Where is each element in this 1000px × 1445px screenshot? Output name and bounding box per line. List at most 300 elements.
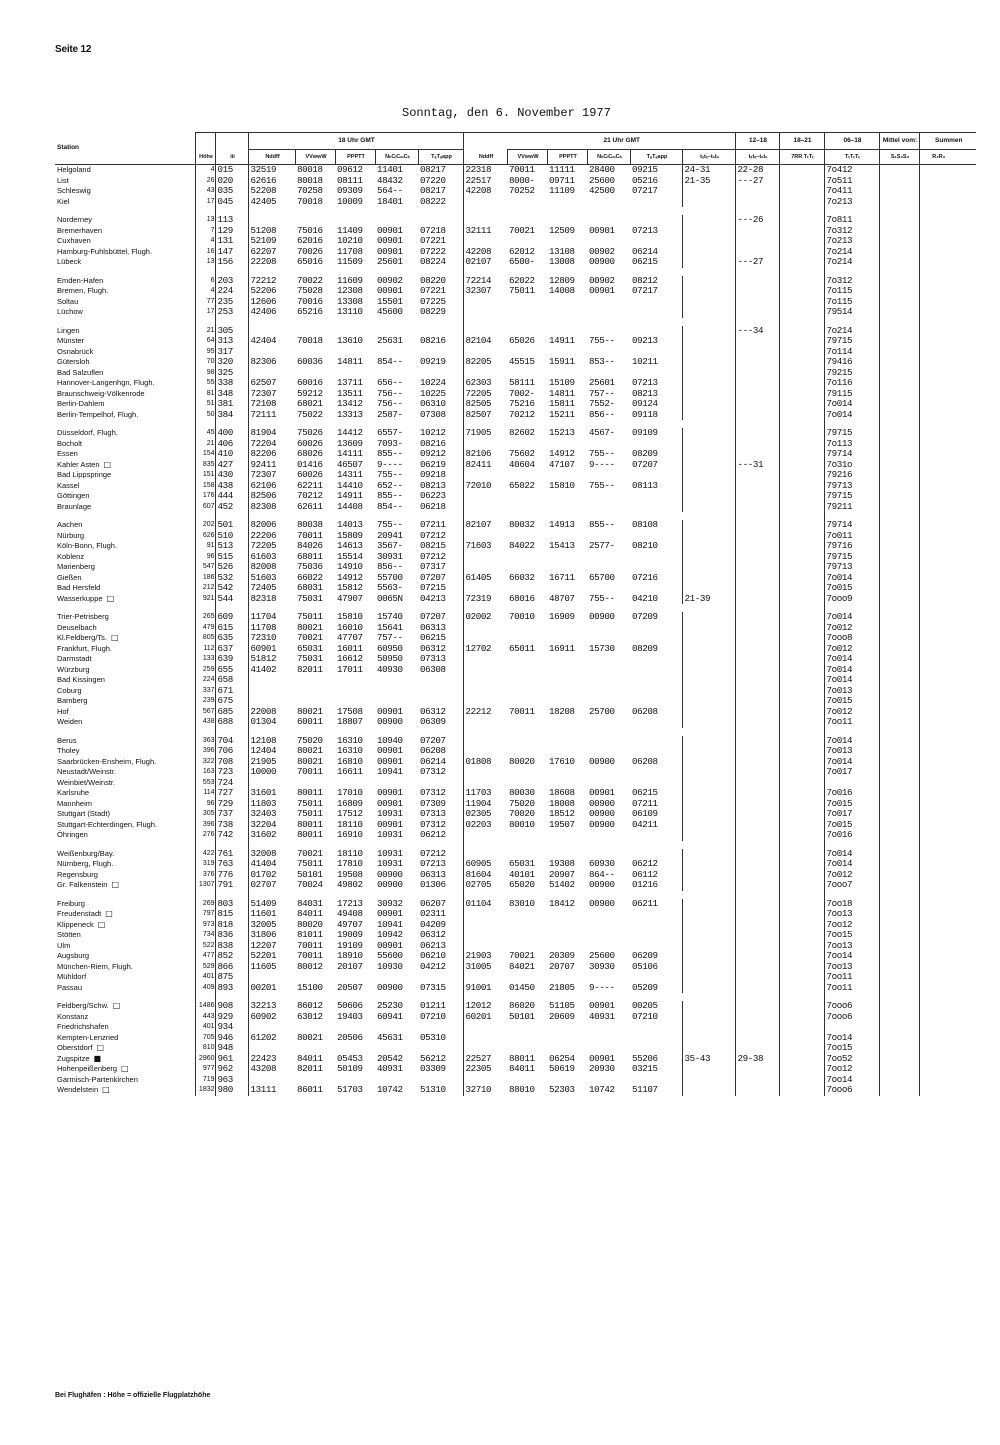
station-height: 719 [195,1075,215,1086]
station-label: Freudenstadt [57,909,102,918]
visibility-weather-18: 81011 [297,930,323,940]
wind-21: 42208 [465,186,492,196]
pressure-temp-18: 14311 [337,470,363,480]
sum-sss [879,541,919,552]
pressure-temp-21 [547,215,587,226]
dewpoint-18: 06208 [418,746,463,757]
station-index: 235 [215,297,248,308]
visibility-weather-21: 01450 [509,982,535,993]
temp-range-18-21 [735,788,779,799]
station-height: 401 [195,972,215,983]
sum-sss [879,930,919,941]
sum-sss [879,644,919,655]
table-row [55,583,976,594]
wind-18: 11708 [250,622,277,633]
table-row [55,520,976,531]
sum-sss [879,307,919,318]
cloud-21 [587,623,630,634]
wind-18: 22008 [250,706,277,717]
sum-sss [879,830,919,841]
station-index: 320 [215,357,248,368]
temp-range-18-21 [735,226,779,237]
station-name [55,1075,195,1086]
mean-value: 7o014 [824,410,879,421]
station-height: 45 [195,428,215,439]
temp-range-12-18 [682,920,735,931]
cloud-18: 48432 [377,175,403,186]
temp-range-18-21 [735,307,779,318]
sum-r2r3 [919,1033,956,1044]
station-index: 532 [215,573,248,584]
visibility-weather-21 [507,665,547,676]
dewpoint-21 [630,236,682,247]
wind-18: 72405 [250,583,277,593]
station-index: 305 [215,326,248,337]
pressure-temp-21 [547,909,587,920]
precip-06-18 [779,951,824,962]
station-index: 542 [215,583,248,594]
wind-21: 71603 [465,541,492,551]
visibility-weather-18: 82011 [297,1064,323,1074]
precip-06-18 [779,1085,824,1096]
station-height: 176 [195,491,215,502]
mean-value: 79713 [824,481,879,492]
temp-range-18-21 [735,951,779,962]
pressure-temp-18: 20107 [337,961,363,972]
temp-range-12-18 [682,460,735,471]
temp-range-18-21: ---27 [735,257,779,268]
wind-21: 72319 [465,593,492,604]
visibility-weather-18: 75011 [297,809,323,819]
temp-range-12-18 [682,481,735,492]
wind-18: 22208 [250,257,277,267]
table-row [55,778,976,789]
visibility-weather-18: 75020 [297,735,323,746]
cloud-18: 855-- [377,449,403,459]
station-name [55,460,195,471]
visibility-weather-21: 45515 [509,357,535,367]
wind-18: 11704 [250,612,277,622]
station-label: Hohenpeißenberg [57,1064,118,1073]
pressure-temp-18: 16011 [337,643,363,654]
dewpoint-21 [630,307,682,318]
precip-06-18 [779,686,824,697]
cloud-21 [587,236,630,247]
wind-21 [463,778,507,789]
wind-18: 51812 [250,654,277,664]
cloud-21 [587,197,630,208]
cloud-18: 00900 [377,880,403,890]
pressure-temp-18: 49802 [337,880,363,890]
pressure-temp-18: 17810 [337,859,363,869]
dewpoint-18: 04213 [418,594,463,605]
precip-06-18 [779,623,824,634]
pressure-temp-21 [547,736,587,747]
cloud-21: 00900 [589,819,615,830]
cloud-18: 18401 [377,196,403,207]
pressure-temp-18: 16010 [337,622,363,633]
pressure-temp-18: 20507 [337,982,363,993]
station-index: 671 [215,686,248,697]
cloud-18 [375,347,418,358]
header-ppptt-21: PPPTT [547,150,587,165]
group-gap [55,318,976,326]
pressure-temp-21: 20609 [549,1011,575,1022]
precip-06-18 [779,1064,824,1075]
temp-range-18-21: ---31 [735,460,779,471]
visibility-weather-21 [507,717,547,728]
mean-value: 7oo11 [824,717,879,728]
station-index: 639 [215,654,248,665]
station-height: 81 [195,389,215,400]
station-name [55,399,195,410]
mean-value: 7o017 [824,767,879,778]
pressure-temp-21 [547,930,587,941]
station-name [55,428,195,439]
station-index: 818 [215,920,248,931]
temp-range-12-18 [682,870,735,881]
station-height: 4 [195,286,215,297]
sum-r2r3 [919,717,956,728]
cloud-21 [587,654,630,665]
group-gap [55,420,976,428]
station-height: 21 [195,326,215,337]
station-height: 95 [195,347,215,358]
temp-range-18-21 [735,186,779,197]
sum-sss [879,368,919,379]
table-row [55,1012,976,1023]
station-label: Essen [57,449,78,458]
pressure-temp-21: 14913 [549,520,575,530]
temp-range-18-21 [735,297,779,308]
station-label: Zugspitze [57,1053,90,1063]
table-row [55,972,976,983]
pressure-temp-21 [547,920,587,931]
sum-sss [879,746,919,757]
table-row [55,410,976,421]
precip-06-18 [779,746,824,757]
dewpoint-21: 09124 [630,399,682,410]
dewpoint-21: 05209 [630,983,682,994]
cloud-21 [587,686,630,697]
station-name [55,481,195,492]
table-row [55,215,976,226]
table-row [55,236,976,247]
wind-18: 02707 [250,880,277,890]
sum-sss [879,460,919,471]
sum-sss [879,788,919,799]
visibility-weather-21: 40101 [509,869,535,880]
temp-range-18-21 [735,983,779,994]
wind-21 [463,326,507,337]
wind-18 [248,1075,295,1086]
sum-sss [879,186,919,197]
pressure-temp-21: 12809 [549,275,575,286]
visibility-weather-21 [507,746,547,757]
station-index: 737 [215,809,248,820]
pressure-temp-18: 14408 [337,501,363,512]
visibility-weather-21 [507,236,547,247]
station-label: Stuttgart-Echterdingen, Flugh. [57,819,158,829]
cloud-18: 15641 [377,622,403,633]
station-name [55,491,195,502]
table-row [55,859,976,870]
pressure-temp-18: 13308 [337,296,363,307]
dewpoint-21: 06109 [630,809,682,820]
cloud-21: 25700 [589,706,615,717]
dewpoint-21: 04211 [630,820,682,831]
pressure-temp-18: 47707 [337,633,363,643]
temp-range-18-21 [735,686,779,697]
precip-06-18 [779,799,824,810]
temp-range-18-21 [735,909,779,920]
precip-06-18 [779,1054,824,1065]
mean-value: 7o014 [824,573,879,584]
sum-r2r3 [919,541,956,552]
temp-range-18-21 [735,491,779,502]
table-row [55,920,976,931]
station-name [55,757,195,768]
visibility-weather-18: 60026 [297,438,323,449]
square-icon: □ [105,909,113,918]
wind-18: 32519 [250,164,277,175]
cloud-21: 9---- [589,982,615,993]
visibility-weather-18: 84011 [297,909,323,919]
visibility-weather-21: 84022 [509,541,535,551]
station-height: 259 [195,665,215,676]
station-height: 401 [195,1022,215,1033]
station-label: Berlin-Dahlem [57,399,105,408]
wind-18: 22423 [250,1053,277,1064]
table-row [55,633,976,644]
sum-sss [879,767,919,778]
pressure-temp-18: 15810 [337,612,363,622]
temp-range-12-18 [682,1012,735,1023]
sum-r2r3 [919,696,956,707]
visibility-weather-18: 70021 [297,848,323,859]
sum-r2r3 [919,481,956,492]
station-index: 609 [215,612,248,623]
precip-06-18 [779,389,824,400]
station-index: 742 [215,830,248,841]
sum-r2r3 [919,686,956,697]
visibility-weather-21: 70010 [509,612,535,622]
sum-sss [879,297,919,308]
station-name [55,449,195,460]
temp-range-18-21: ---27 [735,176,779,187]
visibility-weather-21: 75011 [509,286,535,296]
station-index: 852 [215,951,248,962]
sum-sss [879,347,919,358]
mean-value: 7ooo8 [824,633,879,644]
sum-r2r3 [919,799,956,810]
wind-21 [463,746,507,757]
sum-r2r3 [919,849,956,860]
pressure-temp-21: 06254 [549,1053,575,1064]
cloud-18: 00901 [377,246,403,257]
wind-18: 60902 [250,1011,277,1022]
precip-06-18 [779,297,824,308]
sum-r2r3 [919,389,956,400]
temp-range-18-21 [735,665,779,676]
sum-r2r3 [919,633,956,644]
dewpoint-21: 08209 [630,449,682,460]
pressure-temp-21 [547,491,587,502]
cloud-18: 55700 [377,572,403,583]
sum-sss [879,1075,919,1086]
wind-18: 51208 [250,225,277,236]
station-height: 805 [195,633,215,644]
mean-value: 7o014 [824,675,879,686]
visibility-weather-18: 70011 [297,940,323,951]
pressure-temp-18: 18110 [337,819,363,830]
dewpoint-21 [630,654,682,665]
station-name [55,849,195,860]
station-name [55,820,195,831]
temp-range-12-18 [682,1022,735,1033]
dewpoint-21: 06211 [630,899,682,910]
station-name [55,186,195,197]
wind-21: 72010 [465,480,492,491]
wind-18: 72310 [250,633,277,643]
mean-value: 7oo12 [824,1064,879,1075]
table-row [55,186,976,197]
visibility-weather-21: 7002- [509,388,535,399]
sum-sss [879,531,919,542]
sum-r2r3 [919,1001,956,1012]
pressure-temp-21: 17610 [549,756,575,767]
pressure-temp-21 [547,307,587,318]
station-label: Stuttgart (Stadt) [57,809,110,818]
station-name [55,1022,195,1033]
cloud-18: 25601 [377,257,403,267]
cloud-18: 00901 [377,909,403,919]
sum-sss [879,849,919,860]
station-name [55,809,195,820]
sum-r2r3 [919,583,956,594]
sum-r2r3 [919,399,956,410]
sum-r2r3 [919,1064,956,1075]
page-number: Seite 12 [55,44,92,55]
cloud-21: 00900 [589,809,615,819]
pressure-temp-18: 08111 [337,175,363,186]
station-name [55,788,195,799]
station-height: 921 [195,594,215,605]
station-label: Hof [57,706,69,716]
visibility-weather-21: 83010 [509,898,535,909]
station-name [55,951,195,962]
wind-21: 02705 [465,880,492,890]
cloud-18: 00901 [377,798,403,809]
visibility-weather-18: 75031 [297,593,323,604]
station-height: 55 [195,378,215,389]
temp-range-18-21 [735,399,779,410]
station-name [55,696,195,707]
dewpoint-18 [418,1043,463,1054]
table-row [55,1054,976,1065]
dewpoint-18: 06213 [418,941,463,952]
visibility-weather-18: 75031 [297,654,323,664]
table-row [55,820,976,831]
station-name [55,165,195,176]
temp-range-18-21 [735,347,779,358]
sum-r2r3 [919,778,956,789]
mean-value: 7o012 [824,707,879,718]
wind-21: 61405 [465,572,492,583]
cloud-21: 25600 [589,175,615,186]
mean-value: 7oo14 [824,1033,879,1044]
sum-sss [879,410,919,421]
station-index: 866 [215,962,248,973]
station-name [55,899,195,910]
table-row [55,1043,976,1054]
wind-21 [463,491,507,502]
pressure-temp-18: 13511 [337,388,363,399]
dewpoint-21: 06214 [630,247,682,258]
precip-06-18 [779,449,824,460]
precip-06-18 [779,307,824,318]
dewpoint-18: 07215 [418,583,463,594]
temp-range-12-18 [682,941,735,952]
visibility-weather-21 [507,736,547,747]
mean-value: 7ooo6 [824,1085,879,1096]
sum-sss [879,778,919,789]
mean-value [824,1022,879,1033]
sum-sss [879,449,919,460]
temp-range-12-18 [682,1085,735,1096]
sum-r2r3 [919,1012,956,1023]
station-name [55,541,195,552]
visibility-weather-21: 84011 [509,1064,535,1074]
wind-18 [248,347,295,358]
station-index: 729 [215,799,248,810]
cloud-18 [375,1075,418,1086]
table-row [55,788,976,799]
sum-r2r3 [919,1022,956,1033]
header-12-18: 12–18 [735,133,779,150]
station-label: Nürburg [57,530,85,540]
temp-range-18-21: ---26 [735,215,779,226]
station-index: 704 [215,736,248,747]
dewpoint-18: 07212 [418,849,463,860]
station-name [55,746,195,757]
station-name [55,247,195,258]
dewpoint-18: 07212 [418,531,463,542]
dewpoint-18: 06214 [418,757,463,768]
pressure-temp-21: 18008 [549,798,575,809]
sum-sss [879,1001,919,1012]
station-name [55,439,195,450]
visibility-weather-18: 84011 [297,1053,323,1064]
visibility-weather-21 [507,654,547,665]
pressure-temp-21: 15413 [549,541,575,551]
sum-r2r3 [919,820,956,831]
cloud-21 [587,696,630,707]
mean-value: 7o015 [824,583,879,594]
station-name [55,1033,195,1044]
header-nddff: Nddff [248,150,295,165]
wind-21 [463,297,507,308]
station-index: 515 [215,552,248,563]
station-index: 688 [215,717,248,728]
station-index: 338 [215,378,248,389]
precip-06-18 [779,286,824,297]
station-height: 51 [195,399,215,410]
pressure-temp-21: 47107 [549,459,575,470]
pressure-temp-18: 17508 [337,706,363,717]
visibility-weather-21 [507,849,547,860]
pressure-temp-21: 18208 [549,706,575,717]
